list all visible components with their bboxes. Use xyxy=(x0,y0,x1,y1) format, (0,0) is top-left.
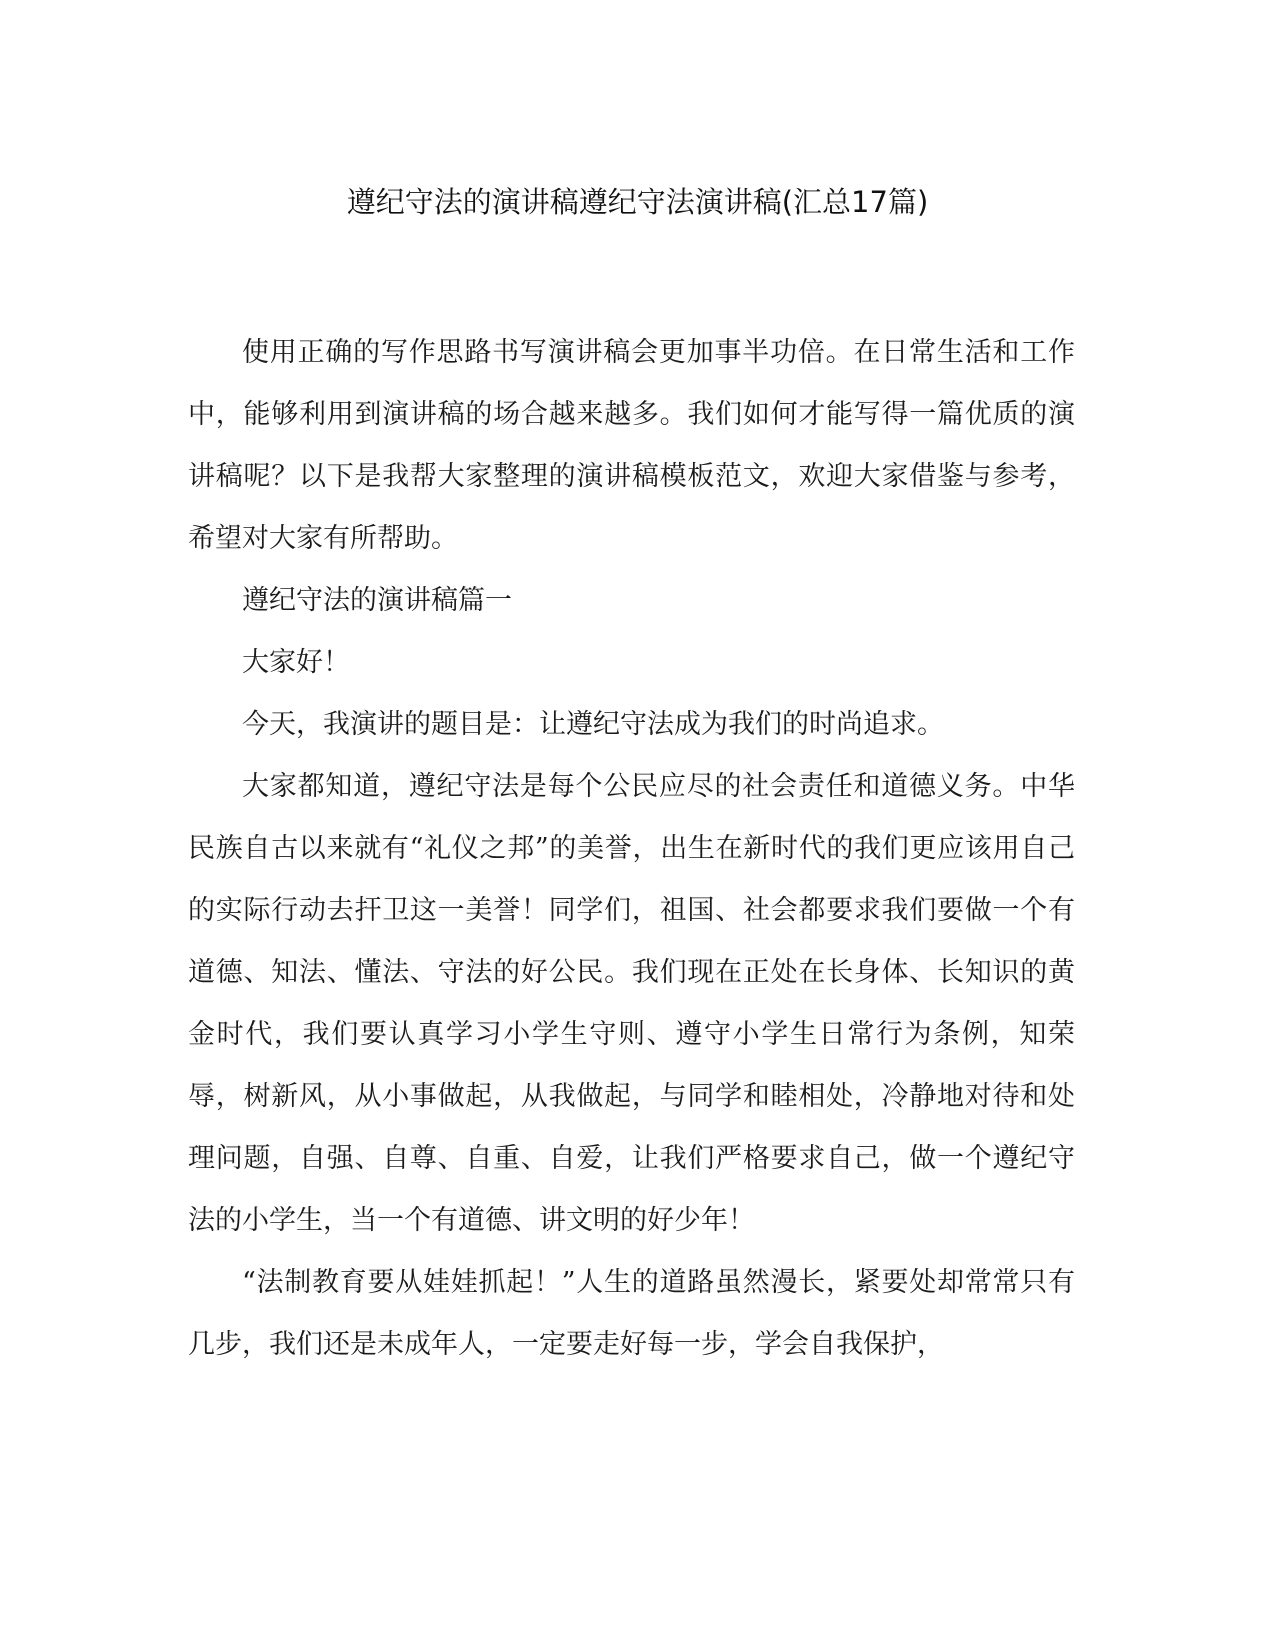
body-paragraph: “法制教育要从娃娃抓起！”人生的道路虽然漫长，紧要处却常常只有几步，我们还是未成年人，一定要走好每一步，学会自我保护， xyxy=(188,1267,1075,1360)
topic-paragraph: 今天，我演讲的题目是：让遵纪守法成为我们的时尚追求。 xyxy=(242,709,944,740)
greeting-paragraph: 大家好！ xyxy=(242,647,350,678)
document-body xyxy=(188,322,1075,1376)
intro-paragraph: 使用正确的写作思路书写演讲稿会更加事半功倍。在日常生活和工作中，能够利用到演讲稿的场合越来越多。我们如何才能写得一篇优质的演讲稿呢？以下是我帮大家整理的演讲稿模板范文，欢迎大家借鉴与参考，希望对大家有所帮助。 xyxy=(188,337,1075,554)
body-paragraph: 大家都知道，遵纪守法是每个公民应尽的社会责任和道德义务。中华民族自古以来就有“礼仪之邦”的美誉，出生在新时代的我们更应该用自己的实际行动去扞卫这一美誉！同学们，祖国、社会都要求我们要做一个有道德、知法、懂法、守法的好公民。我们现在正处在长身体、长知识的黄金时代，我们要认真学习小学生守则、遵守小学生日常行为条例，知荣辱，树新风，从小事做起，从我做起，与同学和睦相处，冷静地对待和处理问题，自强、自尊、自重、自爱，让我们严格要求自己，做一个遵纪守法的小学生，当一个有道德、讲文明的好少年！ xyxy=(188,771,1075,1236)
document-title: 遵纪守法的演讲稿遵纪守法演讲稿(汇总17篇) xyxy=(346,185,929,219)
section-heading: 遵纪守法的演讲稿篇一 xyxy=(242,585,512,616)
